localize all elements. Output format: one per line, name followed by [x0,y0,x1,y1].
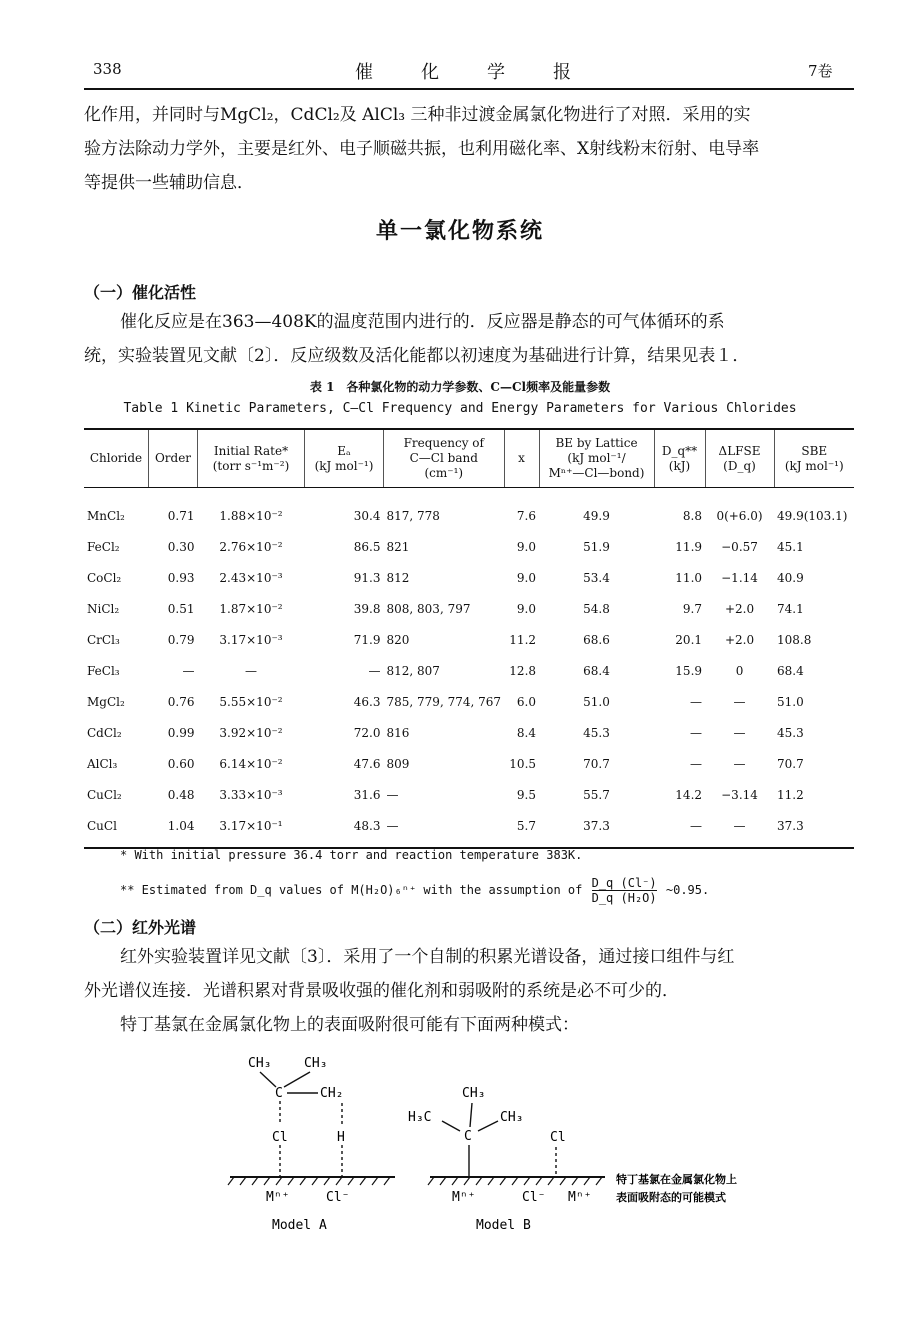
cell-lfse: 0 [735,663,744,678]
cell-ea: 86.5 [353,539,381,554]
cell-chloride: CoCl₂ [87,570,122,585]
ch3-a1: CH₃ [248,1056,272,1071]
cell-ea: — [368,663,381,678]
cell-be: 53.4 [583,570,610,585]
col-ea-line: Eₐ [337,443,351,458]
surface-hatching [228,1177,390,1185]
col-frequency [384,429,505,488]
col-freq-line: Frequency of [403,436,484,450]
col-rate-line: Initial Rate* [213,443,289,458]
table-row [84,593,854,624]
col-sbe-line: SBE [801,443,828,458]
cell-be: 70.7 [583,756,610,771]
cell-dq: — [690,756,703,771]
cell-rate: 2.43×10⁻³ [219,570,283,585]
journal-title: 催化学报 [355,62,619,83]
adsorption-diagram [220,1045,820,1245]
cell-be: 37.3 [539,810,654,848]
cell-be: 49.9 [583,508,610,523]
col-x: x [504,429,539,488]
cell-lfse: — [733,756,746,771]
cell-order: 0.79 [167,632,195,647]
cell-rate: 1.87×10⁻² [219,601,283,616]
cell-chloride: CrCl₃ [87,632,120,647]
cell-rate: 3.17×10⁻³ [219,632,283,647]
col-freq-line: (cm⁻¹) [424,466,464,480]
cell-sbe: 45.1 [777,539,804,554]
table-header-row [84,429,854,488]
footnote-2-tail: ~0.95. [665,883,710,897]
table-row [84,717,854,748]
cell-ea: 39.8 [353,601,381,616]
cell-ea: 91.3 [353,570,381,585]
footnote-2 [120,876,709,905]
cell-ea: 48.3 [305,810,384,848]
cell-freq: — [386,787,399,802]
cell-sbe: 40.9 [777,570,804,585]
cell-chloride: NiCl₂ [87,601,120,616]
col-lfse-line: (D_q) [723,458,756,473]
volume-label: 7卷 [808,62,833,80]
header-rule [84,88,854,90]
h3c-b: H₃C [408,1110,432,1125]
cell-ea: 31.6 [353,787,381,802]
kinetics-table [84,428,854,849]
cell-rate: 3.92×10⁻² [219,725,283,740]
cell-order: 0.99 [167,725,195,740]
col-lfse [705,429,774,488]
paragraph-line: 外光谱仪连接．光谱积累对背景吸收强的催化剂和弱吸附的系统是必不可少的． [84,981,679,1001]
cell-chloride: AlCl₃ [87,756,118,771]
col-ea-line: (kJ mol⁻¹) [314,458,374,473]
cell-be: 68.6 [583,632,610,647]
cell-lfse: — [733,725,746,740]
cell-chloride: MgCl₂ [87,694,125,709]
cell-x: 12.8 [509,663,537,678]
intro-line: 等提供一些辅助信息． [84,173,254,193]
cell-order: 0.60 [167,756,195,771]
cell-sbe: 11.2 [777,787,804,802]
cell-order: 0.48 [167,787,195,802]
model-b-label: Model B [476,1218,531,1233]
cell-freq: 821 [386,539,410,554]
cell-chloride: FeCl₃ [87,663,120,678]
cell-ea: 30.4 [353,508,381,523]
cell-ea: 47.6 [353,756,381,771]
col-sbe [774,429,854,488]
cell-order: 0.71 [167,508,195,523]
table-row [84,779,854,810]
col-be-line: (kJ mol⁻¹/ [567,451,626,465]
cell-x: 11.2 [509,632,537,647]
cell-chloride: MnCl₂ [87,508,125,523]
subsection-title-2: （二）红外光谱 [84,918,197,937]
col-chloride: Chloride [84,429,149,488]
cell-chloride: CuCl₂ [87,787,122,802]
cell-x: 5.7 [504,810,539,848]
cell-dq: 11.0 [675,570,703,585]
cell-order: — [182,663,195,678]
subsection-title-1: （一）催化活性 [84,283,197,302]
cell-x: 9.5 [516,787,537,802]
cell-x: 9.0 [516,570,537,585]
ch3-b-right: CH₃ [500,1110,524,1125]
cell-order: 0.93 [167,570,195,585]
page-number: 338 [93,60,122,78]
col-ea [305,429,384,488]
col-be-line: Mⁿ⁺—Cl—bond) [548,466,645,480]
table-row [84,748,854,779]
footnote-2-text: ** Estimated from D_q values of M(H₂O)₆ⁿ⁺ with the assumption of [120,883,583,897]
cell-lfse: +2.0 [724,601,755,616]
cell-rate: 3.33×10⁻³ [219,787,283,802]
model-a-label: Model A [272,1218,327,1233]
cell-rate: 1.88×10⁻² [219,508,283,523]
cell-ea: 71.9 [353,632,381,647]
cell-x: 6.0 [516,694,537,709]
cell-order: 0.76 [167,694,195,709]
cell-ea: 46.3 [353,694,381,709]
diagram-caption-1: 特丁基氯在金属氯化物上 [616,1173,737,1186]
table-row [84,624,854,655]
col-dq-line: (kJ) [668,458,691,473]
col-be-line: BE by Lattice [555,436,638,450]
cell-chloride: CuCl [84,810,149,848]
cell-be: 51.9 [583,539,610,554]
cell-freq: 820 [386,632,410,647]
ch2-a: CH₂ [320,1086,344,1101]
cell-lfse: — [733,694,746,709]
cell-x: 8.4 [516,725,537,740]
cell-rate: 3.17×10⁻¹ [198,810,305,848]
footnote-2-fraction [592,876,657,905]
cell-freq: 808, 803, 797 [386,601,471,616]
cell-be: 54.8 [583,601,610,616]
chloride-ion-b: Cl⁻ [522,1190,546,1205]
cell-freq: 816 [386,725,410,740]
cell-lfse: +2.0 [724,632,755,647]
cell-freq: 785, 779, 774, 767 [386,694,502,709]
cell-dq: 9.7 [682,601,703,616]
cell-dq: 15.9 [675,663,703,678]
cell-dq: 11.9 [675,539,703,554]
table-row [84,686,854,717]
paragraph-line: 红外实验装置详见文献〔3〕．采用了一个自制的积累光谱设备，通过接口组件与红 [120,947,735,967]
subsection-2-paragraph [84,940,854,1042]
cell-lfse: −0.57 [721,539,758,554]
h-a: H [337,1130,345,1145]
cell-lfse: −3.14 [721,787,758,802]
cell-dq: — [654,810,705,848]
col-sbe-line: (kJ mol⁻¹) [784,458,844,473]
cell-lfse: — [705,810,774,848]
table-row [84,562,854,593]
cell-freq: 809 [386,756,410,771]
cell-x: 10.5 [509,756,537,771]
col-lfse-line: ΔLFSE [718,443,761,458]
metal-ion-b: Mⁿ⁺ [452,1190,476,1205]
carbon-a: C [275,1086,283,1101]
cell-x: 9.0 [516,539,537,554]
cl-b: Cl [550,1130,566,1145]
col-dq-line: D_q** [661,443,698,458]
cell-chloride: CdCl₂ [87,725,122,740]
cell-sbe: 108.8 [777,632,812,647]
cell-sbe: 37.3 [774,810,854,848]
section-title: 单一氯化物系统 [375,218,544,244]
surface-hatching [428,1177,602,1185]
fraction-numerator: D_q (Cl⁻) [591,876,657,890]
cell-be: 45.3 [583,725,610,740]
chloride-ion-a: Cl⁻ [326,1190,350,1205]
cell-order: 0.51 [167,601,195,616]
cell-sbe: 51.0 [777,694,804,709]
cell-be: 68.4 [583,663,610,678]
cell-dq: — [690,694,703,709]
cell-freq: 812 [386,570,410,585]
table-row [84,810,854,848]
cell-dq: 8.8 [682,508,703,523]
col-rate [198,429,305,488]
cell-be: 51.0 [583,694,610,709]
col-be [539,429,654,488]
cell-dq: 14.2 [675,787,703,802]
paragraph-line: 特丁基氯在金属氯化物上的表面吸附很可能有下面两种模式： [120,1015,579,1035]
col-order: Order [149,429,198,488]
paragraph-line: 催化反应是在363—408K的温度范围内进行的．反应器是静态的可气体循环的系 [120,312,725,332]
cell-order: 1.04 [149,810,198,848]
cell-order: 0.30 [167,539,195,554]
cell-rate: — [245,663,257,678]
cell-rate: 2.76×10⁻² [219,539,283,554]
ch3-a2: CH₃ [304,1056,328,1071]
paragraph-line: 统，实验装置见文献〔2〕．反应级数及活化能都以初速度为基础进行计算，结果见表１． [84,346,750,366]
footnote-1: * With initial pressure 36.4 torr and reaction temperature 383K. [120,848,583,862]
cell-lfse: 0(+6.0) [716,508,763,523]
cell-ea: 72.0 [353,725,381,740]
carbon-b: C [464,1129,472,1144]
col-dq [654,429,705,488]
cell-sbe: 70.7 [777,756,804,771]
cell-dq: 20.1 [675,632,703,647]
cell-sbe: 49.9(103.1) [777,508,848,523]
table-caption-zh: 表 1 各种氯化物的动力学参数、C—Cl频率及能量参数 [309,380,611,394]
cell-lfse: −1.14 [721,570,758,585]
table-caption-en: Table 1 Kinetic Parameters, C—Cl Frequency and Energy Parameters for Various Chlorides [123,401,797,416]
model-a [228,1056,395,1233]
col-rate-line: (torr s⁻¹m⁻²) [212,458,290,473]
cell-x: 9.0 [516,601,537,616]
cell-chloride: FeCl₂ [87,539,120,554]
col-freq-line: C—Cl band [409,451,478,465]
subsection-1-paragraph [84,305,854,373]
cell-dq: — [690,725,703,740]
cell-sbe: 68.4 [777,663,804,678]
intro-paragraph [84,98,854,200]
cell-freq: — [384,810,505,848]
intro-line: 验方法除动力学外，主要是红外、电子顺磁共振，也利用磁化率、X射线粉末衍射、电导率 [84,139,760,159]
cell-be: 55.7 [583,787,610,802]
metal-ion-a: Mⁿ⁺ [266,1190,290,1205]
cell-freq: 812, 807 [386,663,440,678]
table-row [84,531,854,562]
cell-sbe: 45.3 [777,725,804,740]
cl-a: Cl [272,1130,288,1145]
metal-ion-b2: Mⁿ⁺ [568,1190,592,1205]
diagram-caption-2: 表面吸附态的可能模式 [616,1191,726,1204]
model-b [408,1086,605,1233]
intro-line: 化作用，并同时与MgCl₂，CdCl₂及 AlCl₃ 三种非过渡金属氯化物进行了对照．采用的实 [84,105,751,125]
table-row [84,488,854,532]
cell-freq: 817, 778 [386,508,440,523]
fraction-denominator: D_q (H₂O) [591,891,657,905]
cell-rate: 6.14×10⁻² [219,756,283,771]
cell-sbe: 74.1 [777,601,804,616]
cell-rate: 5.55×10⁻² [219,694,283,709]
ch3-b-top: CH₃ [462,1086,486,1101]
cell-x: 7.6 [516,508,537,523]
table-row [84,655,854,686]
